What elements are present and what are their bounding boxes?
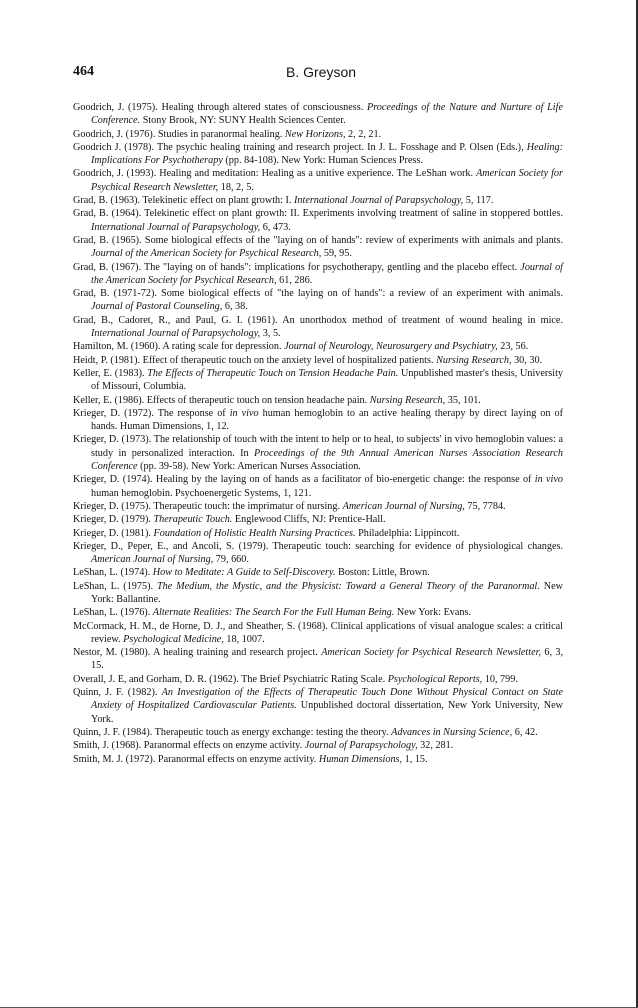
- reference-entry: [73, 407, 563, 434]
- reference-entry: [73, 141, 563, 168]
- reference-text: Keller, E. (1983).: [73, 367, 148, 379]
- reference-entry: [73, 394, 563, 407]
- reference-entry: [73, 340, 563, 353]
- reference-details: Englewood Cliffs, NJ: Prentice-Hall.: [232, 514, 386, 526]
- reference-entry: [73, 234, 563, 261]
- reference-details: 5, 117.: [463, 195, 494, 207]
- reference-details: (pp. 84-108). New York: Human Sciences Press.: [222, 155, 423, 167]
- reference-title-italic: Psychological Medicine,: [123, 633, 224, 645]
- running-head: B. Greyson: [286, 64, 357, 80]
- reference-text: Smith, J. (1968). Paranormal effects on enzyme activity.: [73, 740, 305, 752]
- reference-details: Philadelphia: Lippincott.: [355, 527, 460, 539]
- reference-entry: [73, 527, 563, 540]
- reference-details: 35, 101.: [445, 394, 481, 406]
- reference-entry: [73, 354, 563, 367]
- reference-title-italic: American Journal of Nursing,: [91, 554, 214, 566]
- reference-title-italic: Nursing Research,: [436, 354, 512, 366]
- reference-entry: [73, 620, 563, 647]
- reference-text: McCormack, H. M., de Horne, D. J., and Sheather, S. (1968). Clinical applications of visual analogue scales: a critical review.: [73, 620, 563, 645]
- reference-title-italic: American Journal of Nursing,: [342, 500, 465, 512]
- reference-text: Grad, B., Cadoret, R., and Paul, G. I. (1961). An unorthodox method of treatment of wound healing in mice.: [73, 314, 563, 326]
- reference-entry: [73, 739, 563, 752]
- reference-details: 23, 56.: [497, 341, 529, 353]
- reference-title-italic: Journal of the American Society for Psychical Research,: [91, 261, 563, 286]
- reference-text: Krieger, D. (1979).: [73, 514, 154, 526]
- reference-text: Goodrich, J. (1976). Studies in paranormal healing.: [73, 128, 285, 140]
- reference-details: 75, 7784.: [464, 500, 506, 512]
- reference-entry: [73, 513, 563, 526]
- reference-entry: [73, 207, 563, 234]
- reference-text: Goodrich, J. (1975). Healing through altered states of consciousness.: [73, 102, 367, 113]
- reference-details: 6, 38.: [222, 301, 248, 313]
- reference-title-italic: Therapeutic Touch.: [153, 514, 233, 526]
- reference-entry: [73, 673, 563, 686]
- reference-title-italic: American Society for Psychical Research Newsletter,: [321, 647, 541, 659]
- reference-text: Goodrich, J. (1993). Healing and meditation: Healing as a unitive experience. The LeShan work.: [73, 168, 477, 180]
- reference-title-italic: International Journal of Parapsychology,: [294, 195, 464, 207]
- reference-text: Grad, B. (1971-72). Some biological effects of "the laying on of hands": a review of an experiment with animals.: [73, 288, 563, 300]
- reference-entry: [73, 433, 563, 473]
- reference-details: 3, 5.: [260, 328, 281, 340]
- page-number: 464: [73, 64, 94, 79]
- reference-details: New York: Evans.: [394, 607, 472, 619]
- reference-list: [73, 101, 563, 766]
- reference-entry: [73, 287, 563, 314]
- reference-entry: [73, 367, 563, 394]
- reference-entry: [73, 500, 563, 513]
- reference-title-italic: Human Dimensions,: [318, 753, 403, 765]
- reference-text: Nestor, M. (1980). A healing training and research project.: [73, 647, 322, 659]
- reference-entry: [73, 128, 563, 141]
- reference-text: Grad, B. (1965). Some biological effects of the "laying on of hands": review of experiments with animals and plants.: [73, 234, 563, 246]
- reference-entry: [73, 606, 563, 619]
- reference-details: human hemoglobin. Psychoenergetic Systems, 1, 121.: [91, 487, 312, 499]
- reference-text: Krieger, D., Peper, E., and Ancoli, S. (1979). Therapeutic touch: searching for evidence of physiological changes.: [73, 540, 563, 552]
- reference-title-italic: Healing: Implications For Psychotherapy: [91, 141, 563, 167]
- reference-title-italic: How to Meditate: A Guide to Self-Discovery.: [152, 567, 336, 579]
- reference-title-italic: An Investigation of the Effects of Therapeutic Touch Done Without Physical Contact on State Anxiety of Hospitalized Cardiovascular Patients.: [91, 687, 563, 712]
- reference-title-italic: Journal of Neurology, Neurosurgery and Psychiatry,: [284, 341, 498, 353]
- reference-title-italic: Foundation of Holistic Health Nursing Practices.: [153, 527, 356, 539]
- reference-text: Smith, M. J. (1972). Paranormal effects on enzyme activity.: [73, 753, 319, 765]
- reference-entry: [73, 566, 563, 579]
- reference-details: Unpublished master's thesis, University of Missouri, Columbia.: [91, 367, 563, 393]
- reference-entry: [73, 753, 563, 766]
- reference-text: Krieger, D. (1974). Healing by the laying on of hands as a facilitator of bio-energetic change: the response of: [73, 474, 535, 486]
- reference-text: LeShan, L. (1974).: [73, 567, 153, 579]
- reference-text: Grad, B. (1964). Telekinetic effect on plant growth: II. Experiments involving treatment of saline in stoppered bottles.: [73, 208, 563, 220]
- reference-text: LeShan, L. (1975).: [73, 580, 157, 592]
- reference-title-italic: Journal of Pastoral Counseling,: [91, 301, 223, 313]
- reference-entry: [73, 314, 563, 341]
- page-header: [73, 64, 563, 86]
- reference-title-italic: in vivo: [534, 474, 563, 486]
- reference-title-italic: International Journal of Parapsychology,: [91, 328, 261, 340]
- reference-details: Boston: Little, Brown.: [335, 567, 430, 579]
- reference-text: LeShan, L. (1976).: [73, 607, 153, 619]
- reference-title-italic: The Effects of Therapeutic Touch on Tension Headache Pain.: [147, 367, 399, 379]
- reference-entry: [73, 473, 563, 500]
- reference-details: 30, 30.: [511, 354, 543, 366]
- reference-entry: [73, 580, 563, 607]
- reference-entry: [73, 726, 563, 739]
- reference-details: 1, 15.: [402, 753, 428, 765]
- reference-text: Grad, B. (1963). Telekinetic effect on plant growth: I.: [73, 195, 294, 207]
- reference-text: Quinn, J. F. (1984). Therapeutic touch as energy exchange: testing the theory.: [73, 726, 392, 738]
- reference-title-italic: Alternate Realities: The Search For the Full Human Being.: [152, 607, 395, 619]
- reference-details: human hemoglobin to an active healing therapy by direct laying on of hands. Human Dimensions, 1, 12.: [91, 407, 563, 433]
- reference-title-italic: Proceedings of the 9th Annual American Nurses Association Research Conference: [91, 447, 563, 473]
- reference-text: Grad, B. (1967). The "laying on of hands": implications for psychotherapy, gentling and the placebo effect.: [73, 261, 521, 273]
- reference-text: Krieger, D. (1981).: [73, 527, 154, 539]
- reference-title-italic: Journal of the American Society for Psychical Research,: [91, 248, 322, 260]
- reference-text: Keller, E. (1986). Effects of therapeutic touch on tension headache pain.: [73, 394, 370, 406]
- reference-details: Stony Brook, NY: SUNY Health Sciences Center.: [140, 115, 346, 127]
- reference-details: 18, 2, 5.: [218, 181, 254, 193]
- reference-details: 6, 473.: [260, 221, 291, 233]
- reference-entry: [73, 686, 563, 726]
- reference-entry: [73, 540, 563, 567]
- reference-title-italic: Advances in Nursing Science,: [391, 726, 513, 738]
- reference-title-italic: The Medium, the Mystic, and the Physicist: Toward a General Theory of the Paranormal.: [156, 580, 540, 592]
- reference-text: Krieger, D. (1975). Therapeutic touch: the imprimatur of nursing.: [73, 500, 343, 512]
- reference-entry: [73, 646, 563, 673]
- reference-text: Quinn, J. F. (1982).: [73, 687, 162, 699]
- reference-details: Unpublished doctoral dissertation, New York University, New York.: [91, 700, 563, 725]
- reference-details: (pp. 39-58). New York: American Nurses Association.: [137, 461, 361, 473]
- reference-text: Krieger, D. (1973). The relationship of touch with the intent to help or to heal, to subjects' in vivo hemoglobin values: a study in personalized interaction. In: [73, 434, 563, 459]
- reference-title-italic: Nursing Research,: [369, 394, 446, 406]
- reference-details: New York: Ballantine.: [91, 580, 563, 605]
- reference-details: 2, 2, 21.: [345, 128, 382, 140]
- reference-entry: [73, 261, 563, 288]
- reference-entry: [73, 167, 563, 194]
- reference-title-italic: in vivo: [229, 407, 259, 419]
- reference-details: 79, 660.: [213, 554, 249, 566]
- reference-entry: [73, 101, 563, 128]
- reference-title-italic: American Society for Psychical Research Newsletter,: [91, 168, 563, 193]
- reference-text: Overall, J. E, and Gorham, D. R. (1962). The Brief Psychiatric Rating Scale.: [73, 673, 388, 685]
- reference-title-italic: New Horizons,: [284, 128, 346, 140]
- reference-details: 18, 1007.: [223, 633, 265, 645]
- reference-details: 59, 95.: [321, 248, 352, 260]
- reference-details: 6, 42.: [512, 726, 538, 738]
- reference-text: Goodrich J. (1978). The psychic healing training and research project. In J. L. Fosshage and P. Olsen (Eds.),: [73, 141, 527, 153]
- reference-title-italic: Psychological Reports,: [387, 673, 483, 685]
- reference-title-italic: Proceedings of the Nature and Nurture of Life Conference.: [91, 102, 563, 127]
- reference-title-italic: Journal of Parapsychology,: [304, 740, 418, 752]
- reference-details: 32, 281.: [417, 740, 454, 752]
- reference-text: Heidt, P. (1981). Effect of therapeutic touch on the anxiety level of hospitalized patients.: [73, 354, 437, 366]
- reference-details: 61, 286.: [276, 274, 313, 286]
- reference-entry: [73, 194, 563, 207]
- reference-details: 10, 799.: [482, 673, 518, 685]
- reference-details: 6, 3, 15.: [91, 647, 563, 672]
- reference-text: Krieger, D. (1972). The response of: [73, 407, 230, 419]
- reference-text: Hamilton, M. (1960). A rating scale for depression.: [73, 341, 285, 353]
- reference-title-italic: International Journal of Parapsychology,: [91, 221, 261, 233]
